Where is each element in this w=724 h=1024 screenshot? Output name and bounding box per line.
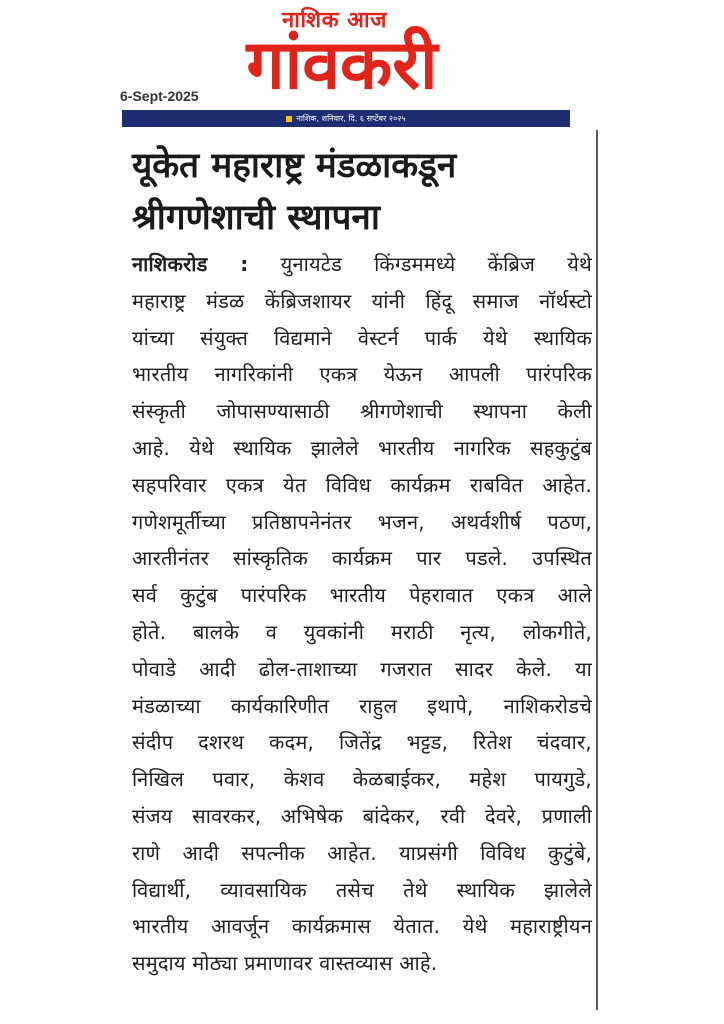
article-line: संस्कृती जोपासण्यासाठी श्रीगणेशाची स्थापना केली [132, 399, 592, 424]
article-line-last: समुदाय मोठ्या प्रमाणावर वास्तव्यास आहे. [132, 951, 438, 976]
article-line: गणेशमूर्तीच्या प्रतिष्ठापनेनंतर भजन, अथर्वशीर्ष पठण, [132, 509, 592, 534]
article-line: आहे. येथे स्थायिक झालेले भारतीय नागरिक सहकुटुंब [132, 435, 592, 460]
article-line: सर्व कुटुंब पारंपरिक भारतीय पेहरावात एकत्र आले [132, 583, 592, 608]
article-line: निखिल पवार, केशव केळबाईकर, महेश पायगुडे, [132, 767, 592, 792]
article-line: महाराष्ट्र मंडळ केंब्रिजशायर यांनी हिंदू समाज नॉर्थस्टो [132, 288, 592, 313]
article-line: आरतीनंतर सांस्कृतिक कार्यक्रम पार पडले. उपस्थित [132, 546, 592, 571]
article-line: विद्यार्थी, व्यावसायिक तसेच तेथे स्थायिक झालेले [132, 877, 592, 902]
article-line: संदीप दशरथ कदम, जितेंद्र भट्टड, रितेश चंदवार, [132, 730, 592, 755]
square-bullet-icon [286, 116, 292, 122]
column-divider [596, 130, 598, 1010]
article-line: भारतीय आवर्जून कार्यक्रमास येतात. येथे महाराष्ट्रीयन [132, 914, 592, 939]
article-headline [132, 140, 592, 244]
article-line: सहपरिवार एकत्र येत विविध कार्यक्रम राबवित आहेत. [132, 472, 592, 497]
dateline-text: नाशिक, शनिवार, दि. ६ सप्टेंबर २०२५ [296, 114, 406, 123]
article-line: संजय सावरकर, अभिषेक बांदेकर, रवी देवरे, प्रणाली [132, 803, 592, 828]
article-first-line-text: युनायटेड किंग्डममध्ये केंब्रिज येथे [248, 252, 592, 276]
article-line: यांच्या संयुक्त विद्यमाने वेस्टर्न पार्क येथे स्थायिक [132, 325, 592, 350]
article-body [132, 246, 592, 982]
article-line: पोवाडे आदी ढोल-ताशाच्या गजरात सादर केले. या [132, 656, 592, 681]
article-line: भारतीय नागरिकांनी एकत्र येऊन आपली पारंपरिक [132, 362, 592, 387]
edition-date: 6-Sept-2025 [120, 88, 199, 104]
article-lead-label: नाशिकरोड : [132, 252, 249, 276]
headline-line-1: यूकेत महाराष्ट्र मंडळाकडून [132, 146, 457, 186]
article-line [132, 246, 592, 283]
masthead-subtitle: नाशिक आज [282, 8, 387, 33]
dateline-bar [122, 110, 570, 127]
article-line: राणे आदी सपत्नीक आहेत. याप्रसंगी विविध कुटुंबे, [132, 840, 592, 865]
masthead-title: गांवकरी [246, 26, 438, 105]
article-line: होते. बालके व युवकांनी मराठी नृत्य, लोकगीते, [132, 619, 592, 644]
headline-line-2: श्रीगणेशाची स्थापना [132, 198, 380, 238]
article-line: मंडळाच्या कार्यकारिणीत राहुल इथापे, नाशिकरोडचे [132, 693, 592, 718]
